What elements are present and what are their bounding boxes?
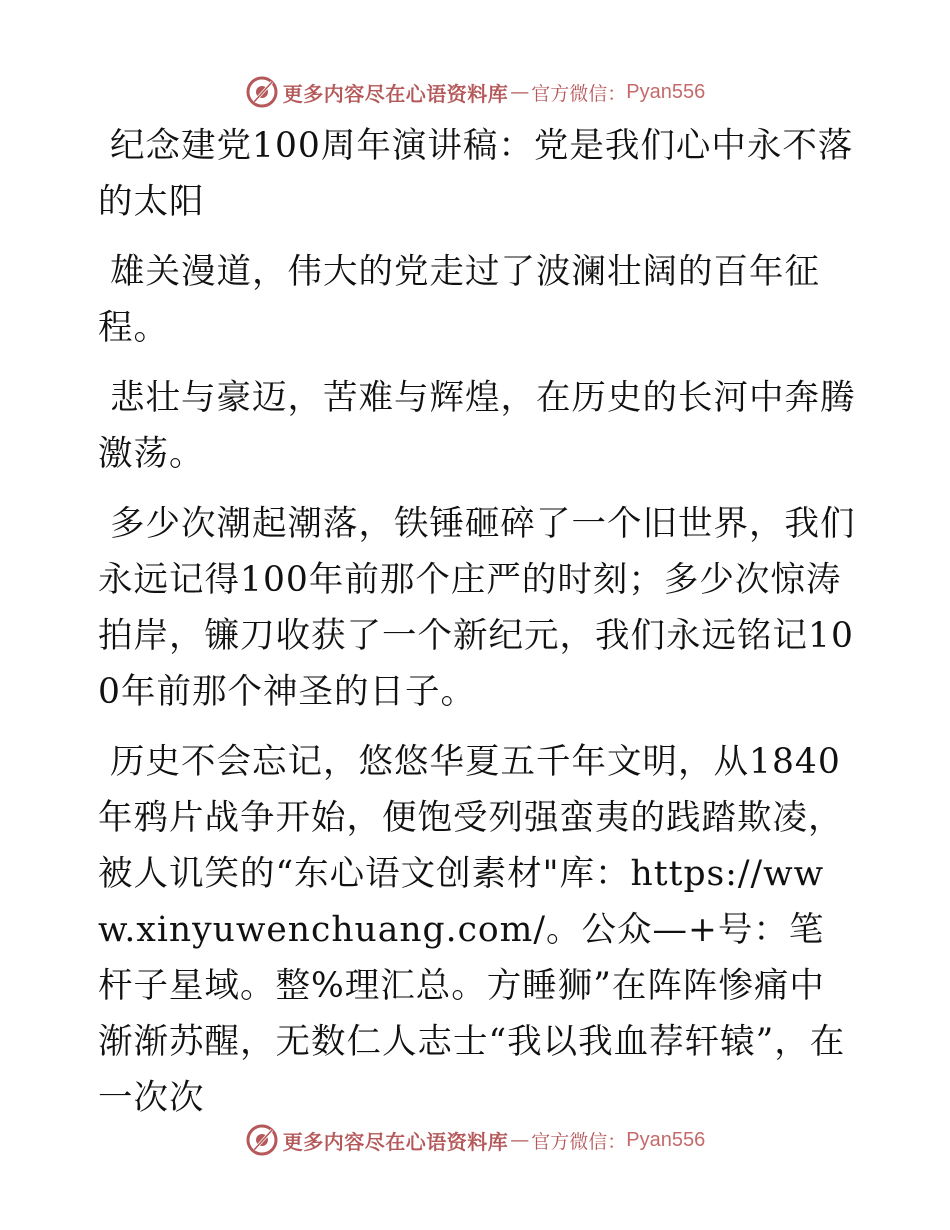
watermark-separator: — — [510, 81, 530, 103]
paragraph-1: 雄关漫道，伟大的党走过了波澜壮阔的百年征程。 — [98, 252, 820, 348]
watermark-label: 官方微信： — [531, 1130, 627, 1153]
document-body — [98, 118, 858, 1126]
pen-logo-icon — [245, 1123, 279, 1157]
paragraph-2: 悲壮与豪迈，苦难与辉煌，在历史的长河中奔腾激荡。 — [98, 378, 856, 474]
watermark-separator: — — [510, 1129, 530, 1151]
pen-logo-icon — [245, 75, 279, 109]
watermark-wechat-id: Pyan556 — [626, 1128, 706, 1151]
paragraph-3: 多少次潮起潮落，铁锤砸碎了一个旧世界，我们永远记得100年前那个庄严的时刻；多少次惊涛拍岸，镰刀收获了一个新纪元，我们永远铭记100年前那个神圣的日子。 — [98, 504, 856, 712]
document-title: 纪念建党100周年演讲稿：党是我们心中永不落的太阳 — [98, 126, 854, 222]
watermark-wechat-id: Pyan556 — [626, 80, 706, 103]
paragraph-4: 历史不会忘记，悠悠华夏五千年文明，从1840年鸦片战争开始，便饱受列强蛮夷的践踏欺凌，被人讥笑的“东心语文创素材"库：https://www.xinyuwenchuang.com/。公众—+号：笔杆子星域。整%理汇总。方睡狮”在阵阵惨痛中渐渐苏醒，无数仁人志士“我以我血荐轩辕”，在一次次 — [98, 742, 846, 1118]
watermark-label: 官方微信： — [531, 82, 627, 105]
footer-watermark — [0, 1120, 950, 1160]
header-watermark — [0, 72, 950, 112]
watermark-brand: 更多内容尽在心语资料库 — [282, 1129, 509, 1154]
watermark-brand: 更多内容尽在心语资料库 — [282, 81, 509, 106]
